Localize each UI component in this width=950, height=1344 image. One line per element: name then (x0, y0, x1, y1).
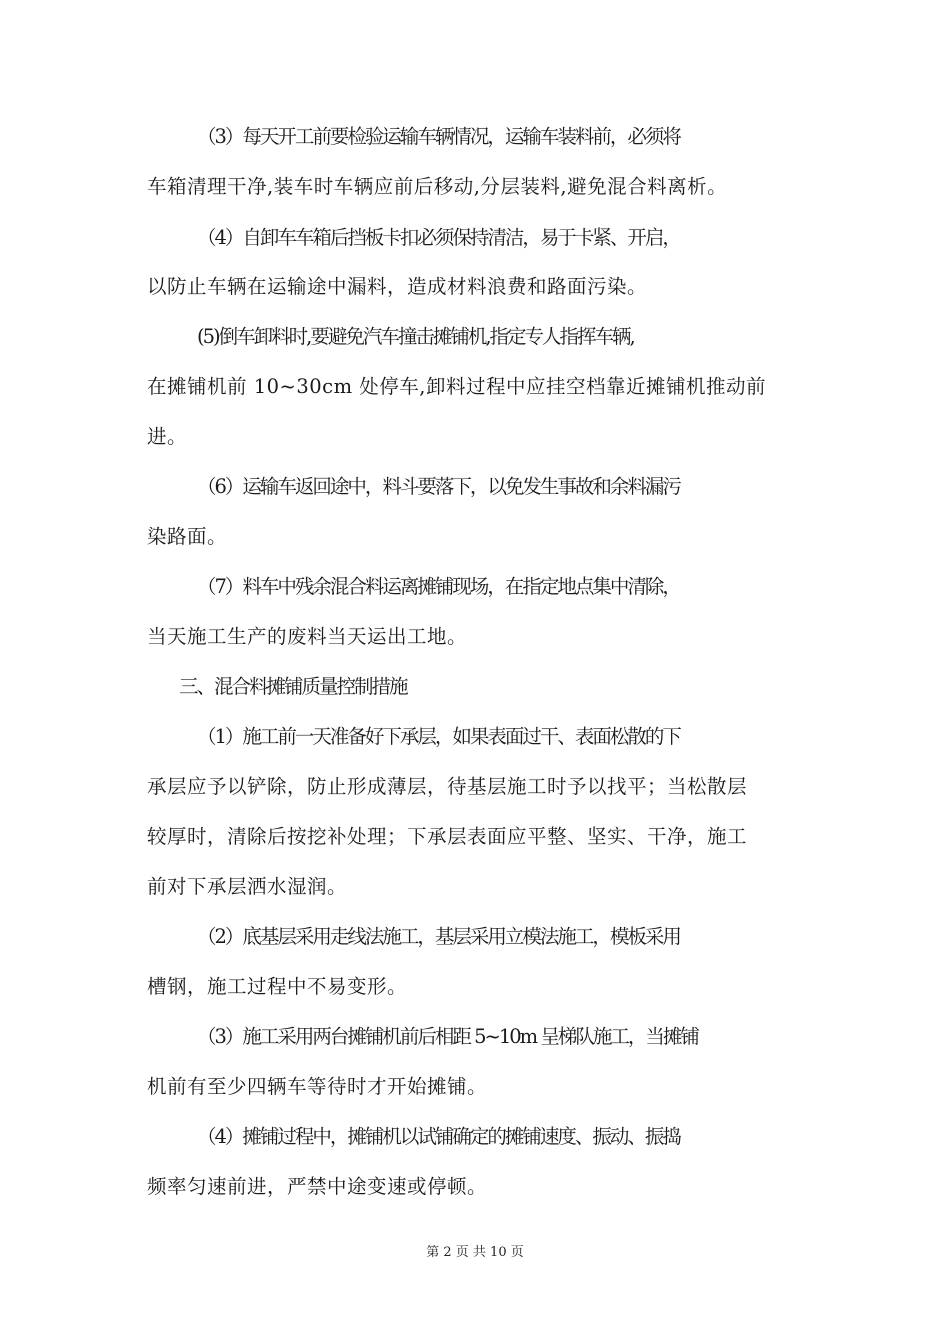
paragraph-line: (5)倒车卸料时,要避免汽车撞击摊铺机,指定专人指挥车辆, (197, 325, 634, 348)
paragraph-line: （6）运输车返回途中，料斗要落下，以免发生事故和余料漏污 (197, 475, 680, 498)
section-heading: 三、混合料摊铺质量控制措施 (179, 675, 407, 698)
paragraph-line: 较厚时，清除后按挖补处理；下承层表面应平整、坚实、干净，施工 (147, 825, 748, 848)
paragraph-line: 以防止车辆在运输途中漏料，造成材料浪费和路面污染。 (147, 275, 648, 298)
paragraph-line: （3）每天开工前要检验运输车辆情况，运输车装料前，必须将 (197, 125, 680, 148)
paragraph-line: （1）施工前一天准备好下承层，如果表面过干、表面松散的下 (197, 725, 680, 748)
paragraph-line: 承层应予以铲除，防止形成薄层，待基层施工时予以找平；当松散层 (147, 775, 748, 798)
paragraph-line: 当天施工生产的废料当天运出工地。 (147, 625, 468, 648)
paragraph-line: 染路面。 (147, 525, 228, 548)
paragraph-line: （7）料车中残余混合料运离摊铺现场，在指定地点集中清除， (197, 575, 680, 598)
paragraph-line: （3）施工采用两台摊铺机前后相距 5~10m 呈梯队施工，当摊铺 (197, 1025, 698, 1048)
paragraph-line: 车箱清理干净,装车时车辆应前后移动,分层装料,避免混合料离析。 (147, 175, 728, 198)
paragraph-line: （4）自卸车车箱后挡板卡扣必须保持清洁，易于卡紧、开启， (197, 226, 680, 249)
paragraph-line: （2）底基层采用走线法施工，基层采用立模法施工，模板采用 (197, 925, 680, 948)
page-number-footer: 第 2 页 共 10 页 (426, 1245, 524, 1260)
paragraph-line: 频率匀速前进，严禁中途变速或停顿。 (147, 1175, 488, 1198)
paragraph-line: 机前有至少四辆车等待时才开始摊铺。 (147, 1075, 488, 1098)
paragraph-line: （4）摊铺过程中，摊铺机以试铺确定的摊铺速度、振动、振捣 (197, 1125, 680, 1148)
paragraph-line: 在摊铺机前 10~30cm 处停车,卸料过程中应挂空档靠近摊铺机推动前 (147, 375, 766, 398)
paragraph-line: 槽钢，施工过程中不易变形。 (147, 975, 408, 998)
paragraph-line: 进。 (147, 425, 188, 448)
paragraph-line: 前对下承层洒水湿润。 (147, 875, 348, 898)
